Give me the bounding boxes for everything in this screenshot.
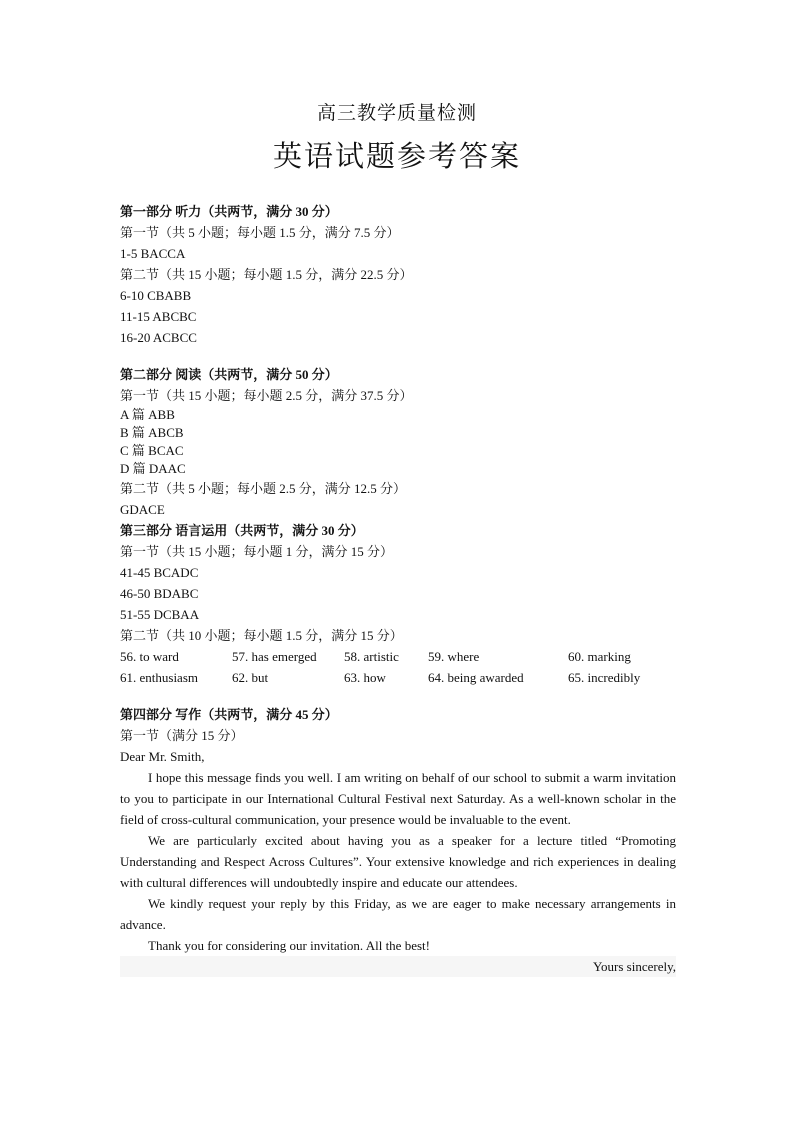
fill-answer: 64. being awarded bbox=[428, 670, 524, 685]
part3-answers-46-50: 46-50 BDABC bbox=[120, 586, 199, 601]
part1-answers-16-20: 16-20 ACBCC bbox=[120, 330, 197, 345]
exam-subtitle: 高三教学质量检测 bbox=[316, 103, 477, 124]
part1-answers-1-5: 1-5 BACCA bbox=[120, 246, 186, 261]
part2-passage-a: A 篇 ABB bbox=[120, 407, 175, 422]
fill-answer: 58. artistic bbox=[344, 649, 399, 664]
letter-greeting: Dear Mr. Smith, bbox=[120, 749, 205, 764]
part1-section2: 第二节（共 15 小题；每小题 1.5 分，满分 22.5 分） bbox=[120, 267, 413, 282]
letter-paragraph: Thank you for considering our invitation. All the best! bbox=[148, 938, 430, 953]
part2-passage-d: D 篇 DAAC bbox=[120, 461, 186, 476]
part2-passage-b: B 篇 ABCB bbox=[120, 425, 184, 440]
letter-closing: Yours sincerely, bbox=[120, 956, 676, 977]
part2-passage-c: C 篇 BCAC bbox=[120, 443, 184, 458]
part1-heading: 第一部分 听力（共两节，满分 30 分） bbox=[120, 204, 338, 219]
part3-fill-row bbox=[120, 667, 676, 688]
fill-answer: 61. enthusiasm bbox=[120, 670, 198, 685]
fill-answer: 56. to ward bbox=[120, 649, 179, 664]
part3-fill-row bbox=[120, 646, 676, 667]
part3-section2: 第二节（共 10 小题；每小题 1.5 分，满分 15 分） bbox=[120, 628, 403, 643]
part3-heading: 第三部分 语言运用（共两节，满分 30 分） bbox=[120, 523, 364, 538]
fill-answer: 63. how bbox=[344, 670, 386, 685]
part3-answers-51-55: 51-55 DCBAA bbox=[120, 607, 200, 622]
part3-section1: 第一节（共 15 小题；每小题 1 分，满分 15 分） bbox=[120, 544, 394, 559]
fill-answer: 59. where bbox=[428, 649, 480, 664]
letter-paragraph: We kindly request your reply by this Friday, as we are eager to make necessary arrangements in advance. bbox=[120, 896, 676, 932]
part1-answers-11-15: 11-15 ABCBC bbox=[120, 309, 197, 324]
exam-title: 英语试题参考答案 bbox=[272, 141, 521, 173]
part2-heading: 第二部分 阅读（共两节，满分 50 分） bbox=[120, 367, 338, 382]
fill-answer: 60. marking bbox=[568, 649, 631, 664]
answer-content bbox=[120, 201, 676, 977]
part2-section1: 第一节（共 15 小题；每小题 2.5 分，满分 37.5 分） bbox=[120, 388, 413, 403]
part4-section1: 第一节（满分 15 分） bbox=[120, 728, 244, 743]
letter-paragraph: I hope this message finds you well. I am writing on behalf of our school to submit a warm invitation to you to participate in our International Cultural Festival next Saturday. As a well-known scholar in the field of cross-cultural communication, your presence would be invaluable to the event. bbox=[120, 770, 676, 827]
fill-answer: 62. but bbox=[232, 670, 269, 685]
part3-answers-41-45: 41-45 BCADC bbox=[120, 565, 199, 580]
letter-paragraph: We are particularly excited about having you as a speaker for a lecture titled “Promoting Understanding and Respect Across Cultures”. Your extensive knowledge and rich experiences in dealing with cultural differences will undoubtedly inspire and educate our attendees. bbox=[120, 833, 676, 890]
fill-answer: 65. incredibly bbox=[568, 670, 641, 685]
fill-answer: 57. has emerged bbox=[232, 649, 317, 664]
part2-answers: GDACE bbox=[120, 502, 165, 517]
part1-section1: 第一节（共 5 小题；每小题 1.5 分，满分 7.5 分） bbox=[120, 225, 400, 240]
part1-answers-6-10: 6-10 CBABB bbox=[120, 288, 192, 303]
part4-heading: 第四部分 写作（共两节，满分 45 分） bbox=[120, 707, 338, 722]
part2-section2: 第二节（共 5 小题；每小题 2.5 分，满分 12.5 分） bbox=[120, 481, 407, 496]
